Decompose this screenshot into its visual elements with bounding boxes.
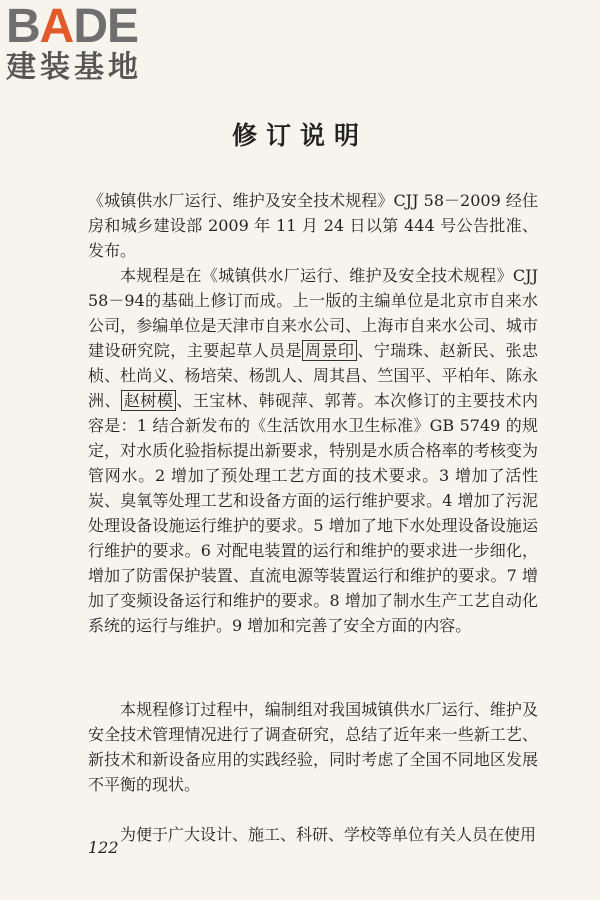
paragraph-investigation: 本规程修订过程中，编制组对我国城镇供水厂运行、维护及安全技术管理情况进行了调查研究，总结了近年来一些新工艺、新技术和新设备应用的实践经验，同时考虑了全国不同地区发展不平衡的现状。 [88, 700, 538, 794]
boxed-name: 周景印 [302, 340, 357, 361]
paragraph-text-part: 、宁瑞珠、赵新民、张忠桢、杜尚义、杨培荣、杨凯人、周其昌、竺国平、平柏年、陈永洲、 [88, 341, 538, 410]
boxed-name: 赵树模 [121, 390, 176, 411]
paragraph-text-part: 本规程是在《城镇供水厂运行、维护及安全技术规程》CJJ 58－94的基础上修订而成。上一版的主编单位是北京市自来水公司，参编单位是天津市自来水公司、上海市自来水公司、城市建设研究院，主要起草人员是 [88, 266, 538, 360]
logo [6, 2, 176, 86]
paragraph-approval: 《城镇供水厂运行、维护及安全技术规程》CJJ 58－2009 经住房和城乡建设部 2009 年 11 月 24 日以第 444 号公告批准、发布。 [88, 191, 538, 260]
page-number: 122 [88, 838, 119, 857]
logo-latin-text [6, 2, 176, 52]
logo-letter-accent: A [39, 0, 74, 53]
logo-letters-prefix: B [6, 0, 40, 53]
paragraph-revision-content [88, 263, 538, 638]
logo-cjk-text: 建装基地 [6, 50, 142, 85]
logo-letters-suffix: DE [73, 0, 139, 53]
page-title: 修订说明 [231, 121, 368, 150]
paragraph-text-part: 、王宝林、韩砚萍、郭菁。本次修订的主要技术内容是：1 结合新发布的《生活饮用水卫生标准》GB 5749 的规定，对水质化验指标提出新要求，特别是水质合格率的考核变为管网水。2 增加了预处理工艺方面的技术要求。3 增加了活性炭、臭氧等处理工艺和设备方面的运行维护要求。4 增加了污泥处理设备设施运行维护的要求。5 增加了地下水处理设备设施运行维护的要求。6 对配电装置的运行和维护的要求进一步细化，增加了防雷保护装置、直流电源等装置运行和维护的要求。7 增加了变频设备运行和维护的要求。8 增加了制水生产工艺自动化系统的运行与维护。9 增加和完善了安全方面的内容。 [88, 391, 538, 635]
paragraph-usage: 为便于广大设计、施工、科研、学校等单位有关人员在使用 [120, 825, 537, 844]
